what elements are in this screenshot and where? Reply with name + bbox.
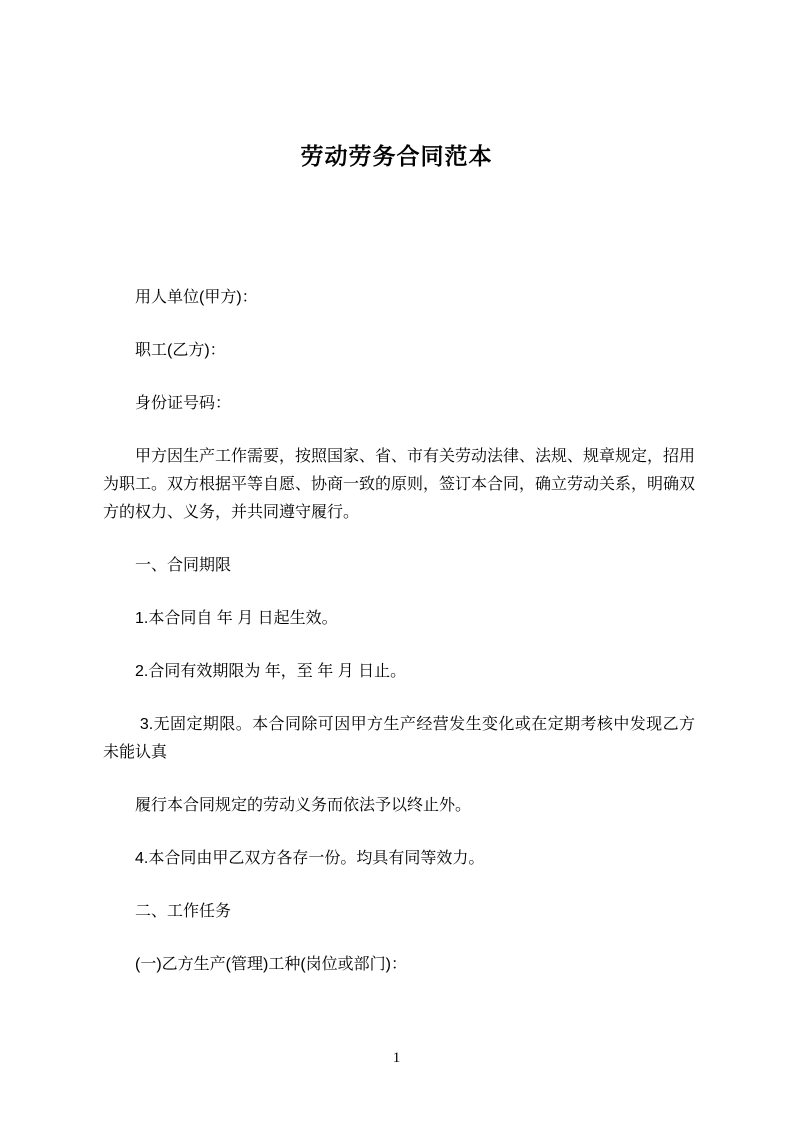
paragraph-preamble: 甲方因生产工作需要，按照国家、省、市有关劳动法律、法规、规章规定，招用 为职工。双方根据平等自愿、协商一致的原则，签订本合同，确立劳动关系，明确双方的权力、义务，并共同遵守履行。 [103,448,700,521]
document-title: 劳动劳务合同范本 [300,143,493,169]
paragraph-clause-3: 3.无固定期限。本合同除可因甲方生产经营发生变化或在定期考核中发现乙方未能认真 [103,716,695,761]
paragraph-clause-4: 4.本合同由甲乙双方各存一份。均具有同等效力。 [135,850,485,867]
paragraph-clause-2: 2.合同有效期限为 年，至 年 月 日止。 [135,663,407,680]
paragraph-clause-1: 1.本合同自 年 月 日起生效。 [135,610,338,627]
page-number: 1 [392,1050,401,1066]
document-body [103,284,700,1004]
section-heading-work-tasks: 二、工作任务 [135,903,232,920]
paragraph-party-b: 职工(乙方)： [135,342,226,359]
paragraph-id-number: 身份证号码： [135,395,232,412]
paragraph-work-post: (一)乙方生产(管理)工种(岗位或部门)： [135,956,407,973]
paragraph-clause-3-continuation: 履行本合同规定的劳动义务而依法予以终止外。 [135,797,472,814]
section-heading-contract-term: 一、合同期限 [135,557,232,574]
paragraph-party-a: 用人单位(甲方)： [135,289,258,306]
